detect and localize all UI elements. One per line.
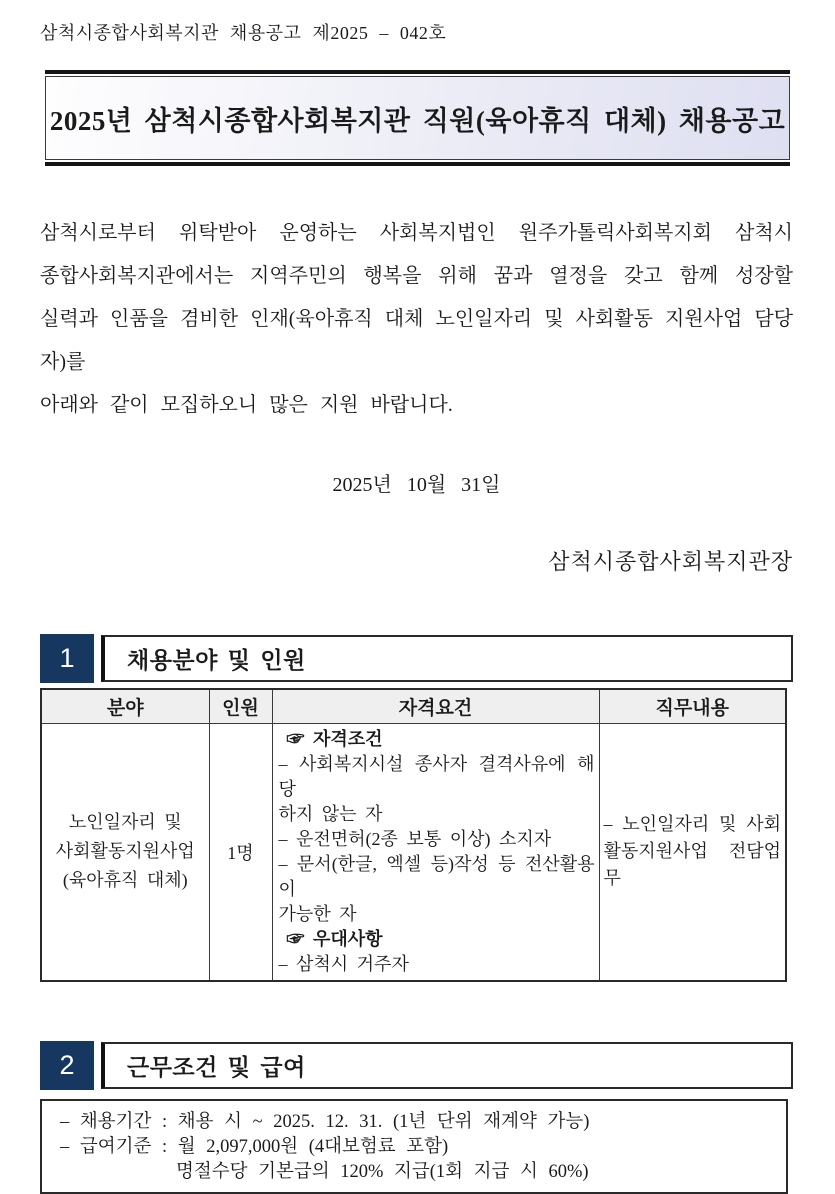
page-title: 2025년 삼척시종합사회복지관 직원(육아휴직 대체) 채용공고 (49, 105, 786, 136)
qualification-line-7: ☞ 우대사항 (286, 928, 383, 949)
field-line-2: 사회활동지원사업 (55, 841, 195, 861)
column-header-2: 인원 (209, 689, 272, 723)
signature-line: 삼척시종합사회복지관장 (548, 549, 793, 574)
intro-line-1: 삼척시로부터 위탁받아 운영하는 사회복지법인 원주가톨릭사회복지회 삼척시 (40, 222, 793, 244)
qualification-line-5: – 문서(한글, 엑셀 등)작성 등 전산활용이 (278, 853, 595, 899)
section-1-title: 채용분야 및 인원 (127, 647, 306, 673)
section-2-title: 근무조건 및 급여 (127, 1053, 306, 1080)
condition-line-3: 명절수당 기본급의 120% 지급(1회 지급 시 60%) (176, 1161, 589, 1182)
qualification-line-4: – 운전면허(2종 보통 이상) 소지자 (278, 828, 552, 849)
section-1-header (40, 633, 793, 684)
recruitment-table (40, 688, 787, 982)
intro-line-4: 아래와 같이 모집하오니 많은 지원 바랍니다. (40, 394, 453, 416)
field-cell (41, 723, 209, 981)
title-banner (45, 70, 790, 166)
intro-line-2: 종합사회복지관에서는 지역주민의 행복을 위해 꿈과 열정을 갖고 함께 성장할 (40, 265, 793, 287)
field-line-3: (육아휴직 대체) (62, 870, 188, 890)
qualification-line-1: ☞ 자격조건 (286, 728, 383, 749)
condition-line-2: – 급여기준 : 월 2,097,000원 (4대보험료 포함) (60, 1136, 449, 1157)
duty-line-2: 활동지원사업 전담업무 (603, 841, 781, 888)
title-banner-inner (45, 76, 790, 160)
section-2-header (40, 1040, 793, 1091)
section-1-title-box (101, 635, 793, 682)
qualification-line-6: 가능한 자 (278, 903, 357, 924)
intro-line-3: 실력과 인품을 겸비한 인재(육아휴직 대체 노인일자리 및 사회활동 지원사업 담당자)를 (40, 308, 793, 373)
intro-paragraph (40, 212, 793, 427)
qualifications-cell (272, 723, 599, 981)
section-2-title-box (101, 1042, 793, 1089)
field-line-1: 노인일자리 및 (68, 812, 182, 832)
condition-line-1: – 채용기간 : 채용 시 ~ 2025. 12. 31. (1년 단위 재계약 가능) (60, 1111, 590, 1132)
duty-cell (599, 723, 786, 981)
column-header-1: 분야 (41, 689, 209, 723)
qualification-line-8: – 삼척시 거주자 (278, 953, 409, 974)
table-header-row (41, 689, 786, 723)
doc-number: 삼척시종합사회복지관 채용공고 제2025 – 042호 (40, 23, 447, 43)
column-header-3: 자격요건 (272, 689, 599, 723)
qualification-line-2: – 사회복지시설 종사자 결격사유에 해당 (278, 753, 595, 799)
column-header-4: 직무내용 (599, 689, 786, 723)
section-1-number-badge: 1 (40, 634, 94, 683)
table-row (41, 723, 786, 981)
section-2-number-badge: 2 (40, 1041, 94, 1090)
conditions-box (40, 1099, 788, 1194)
qualification-line-3: 하지 않는 자 (278, 803, 383, 824)
announcement-date: 2025년 10월 31일 (332, 474, 501, 496)
duty-line-1: – 노인일자리 및 사회 (603, 814, 781, 834)
count-cell: 1명 (209, 723, 272, 981)
